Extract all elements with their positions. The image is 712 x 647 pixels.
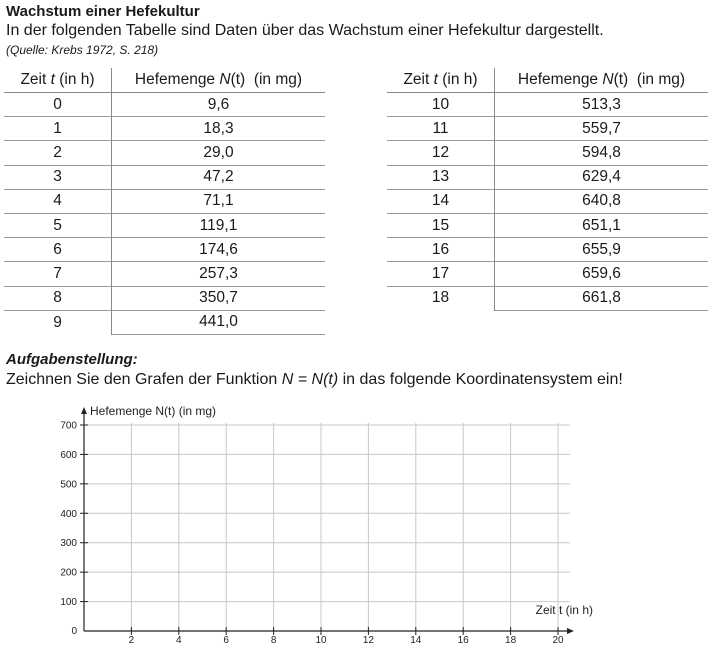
intro-text: In der folgenden Tabelle sind Daten über das Wachstum einer Hefekultur dargestellt. <box>6 22 604 39</box>
table-row <box>4 286 325 310</box>
amount-cell: 594,8 <box>495 141 709 165</box>
amount-cell: 441,0 <box>112 310 326 334</box>
amount-cell: 655,9 <box>495 238 709 262</box>
time-cell: 4 <box>4 189 112 213</box>
x-tick-label: 16 <box>457 635 469 646</box>
amount-cell: 640,8 <box>495 189 709 213</box>
x-tick-label: 8 <box>270 635 277 646</box>
table-row <box>387 117 708 141</box>
y-tick-label: 100 <box>60 597 77 609</box>
amount-cell: 350,7 <box>112 286 326 310</box>
x-tick-label: 14 <box>410 635 422 646</box>
y-tick-label: 600 <box>60 449 77 461</box>
data-table-right <box>387 68 708 311</box>
y-tick-label: 300 <box>60 538 77 550</box>
amount-cell: 71,1 <box>112 189 326 213</box>
table-row <box>387 141 708 165</box>
amount-cell: 659,6 <box>495 262 709 286</box>
y-axis-arrow-icon <box>81 407 87 414</box>
x-tick-label: 10 <box>315 635 327 646</box>
table-row <box>387 238 708 262</box>
y-tick-label: 200 <box>60 567 77 579</box>
time-cell: 11 <box>387 117 495 141</box>
table-row <box>387 93 708 117</box>
table-row <box>4 310 325 334</box>
time-cell: 16 <box>387 238 495 262</box>
amount-cell: 18,3 <box>112 117 326 141</box>
time-cell: 6 <box>4 238 112 262</box>
time-cell: 15 <box>387 213 495 237</box>
time-cell: 12 <box>387 141 495 165</box>
table-row <box>387 286 708 310</box>
y-tick-label: 400 <box>60 508 77 520</box>
table-row <box>387 189 708 213</box>
time-cell: 18 <box>387 286 495 310</box>
time-cell: 7 <box>4 262 112 286</box>
time-cell: 5 <box>4 213 112 237</box>
table-row <box>4 141 325 165</box>
x-axis-arrow-icon <box>567 628 574 634</box>
x-tick-label: 6 <box>223 635 229 646</box>
table-row <box>4 238 325 262</box>
table-row <box>4 93 325 117</box>
column-header-amount: Hefemenge N(t) (in mg) <box>112 68 326 93</box>
data-table-left <box>4 68 325 335</box>
function-formula: N = N(t) <box>281 371 339 388</box>
task-text: Zeichnen Sie den Grafen der Funktion N = N(t) in das folgende Koordinatensystem ein! <box>6 371 623 388</box>
amount-cell: 629,4 <box>495 165 709 189</box>
amount-cell: 559,7 <box>495 117 709 141</box>
amount-cell: 119,1 <box>112 213 326 237</box>
y-tick-label: 700 <box>60 420 77 432</box>
time-cell: 1 <box>4 117 112 141</box>
task-heading: Aufgabenstellung: <box>6 351 138 368</box>
time-cell: 9 <box>4 310 112 334</box>
x-tick-label: 18 <box>505 635 517 646</box>
coordinate-system <box>0 398 712 647</box>
time-cell: 14 <box>387 189 495 213</box>
table-row <box>4 165 325 189</box>
table-row <box>387 262 708 286</box>
y-tick-label: 500 <box>60 479 77 491</box>
amount-cell: 29,0 <box>112 141 326 165</box>
table-row <box>387 165 708 189</box>
x-axis-label: Zeit t (in h) <box>535 603 593 617</box>
origin-label: 0 <box>71 626 77 637</box>
time-cell: 2 <box>4 141 112 165</box>
column-header-time: Zeit t (in h) <box>4 68 112 93</box>
time-cell: 17 <box>387 262 495 286</box>
table-row <box>4 189 325 213</box>
time-cell: 8 <box>4 286 112 310</box>
table-row <box>4 213 325 237</box>
amount-cell: 651,1 <box>495 213 709 237</box>
amount-cell: 513,3 <box>582 95 621 113</box>
page-title: Wachstum einer Hefekultur <box>6 3 200 20</box>
amount-cell: 47,2 <box>112 165 326 189</box>
table-row <box>4 262 325 286</box>
time-cell: 13 <box>387 165 495 189</box>
column-header-amount: Hefemenge N(t) (in mg) <box>495 68 709 93</box>
x-tick-label: 12 <box>362 635 374 646</box>
time-cell: 3 <box>4 165 112 189</box>
amount-cell: 661,8 <box>495 286 709 310</box>
amount-cell: 9,6 <box>207 95 230 113</box>
y-axis-label: Hefemenge N(t) (in mg) <box>90 404 217 418</box>
time-cell: 0 <box>4 93 112 117</box>
table-row <box>387 213 708 237</box>
source-citation: (Quelle: Krebs 1972, S. 218) <box>6 43 159 57</box>
time-cell: 10 <box>387 93 495 117</box>
x-tick-label: 2 <box>128 635 135 646</box>
column-header-time: Zeit t (in h) <box>387 68 495 93</box>
table-row <box>4 117 325 141</box>
amount-cell: 257,3 <box>112 262 326 286</box>
x-tick-label: 4 <box>176 635 182 646</box>
x-tick-label: 20 <box>552 635 564 646</box>
amount-cell: 174,6 <box>112 238 326 262</box>
